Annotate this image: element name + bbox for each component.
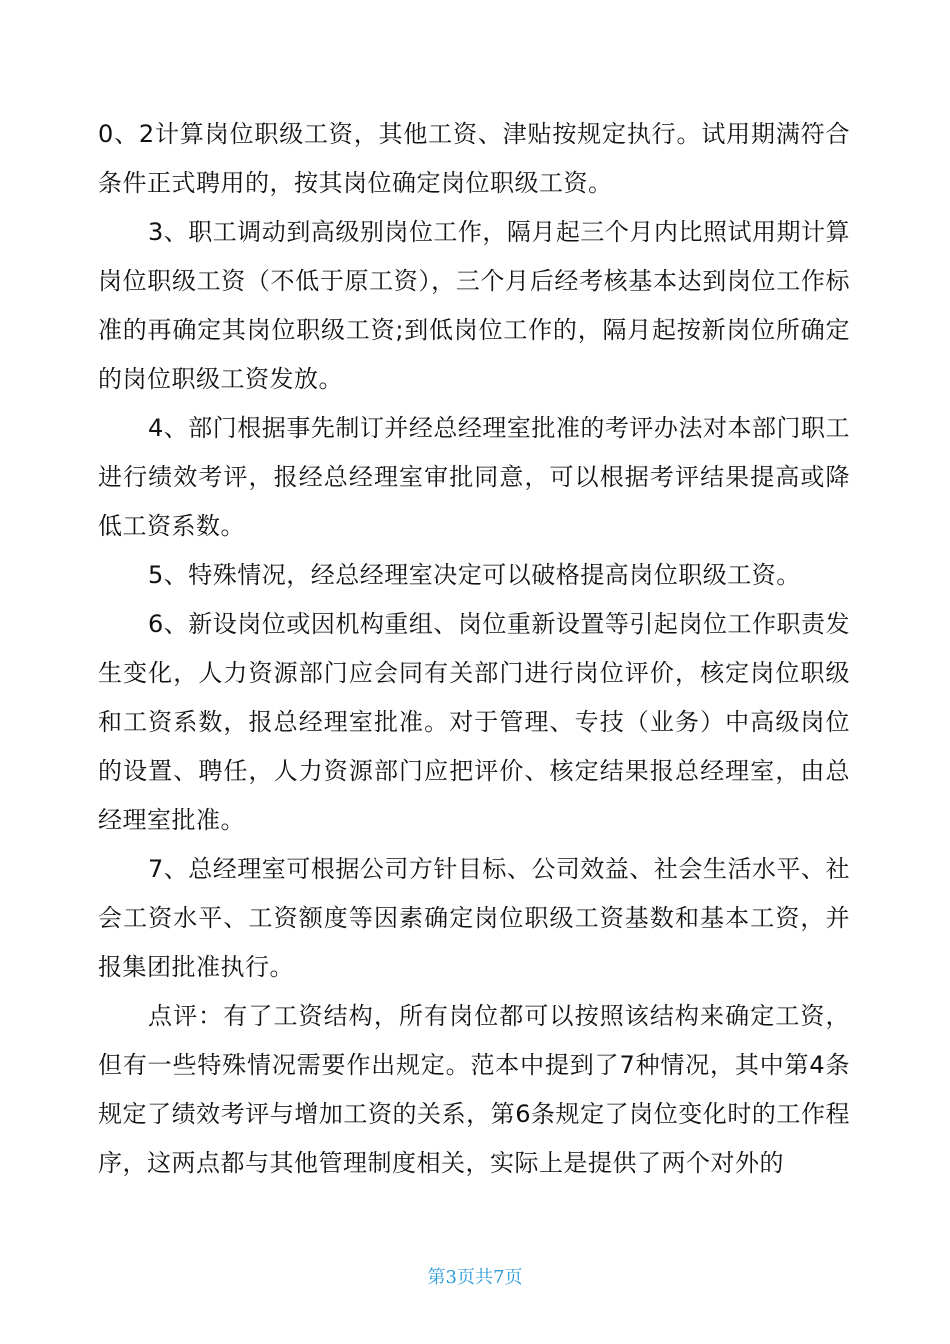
paragraph-item-5: 5、特殊情况，经总经理室决定可以破格提高岗位职级工资。 (148, 561, 801, 589)
paragraph-continued: 0、2计算岗位职级工资，其他工资、津贴按规定执行。试用期满符合条件正式聘用的，按其岗位确定岗位职级工资。 (98, 120, 850, 197)
paragraph-item-3: 3、职工调动到高级别岗位工作，隔月起三个月内比照试用期计算岗位职级工资（不低于原工资），三个月后经考核基本达到岗位工作标准的再确定其岗位职级工资;到低岗位工作的，隔月起按新岗位所确定的岗位职级工资发放。 (98, 218, 850, 393)
paragraph-commentary: 点评：有了工资结构，所有岗位都可以按照该结构来确定工资，但有一些特殊情况需要作出规定。范本中提到了7种情况，其中第4条规定了绩效考评与增加工资的关系，第6条规定了岗位变化时的工作程序，这两点都与其他管理制度相关，实际上是提供了两个对外的 (98, 1002, 850, 1177)
paragraph-item-4: 4、部门根据事先制订并经总经理室批准的考评办法对本部门职工进行绩效考评，报经总经理室审批同意，可以根据考评结果提高或降低工资系数。 (98, 414, 850, 540)
paragraph-item-6: 6、新设岗位或因机构重组、岗位重新设置等引起岗位工作职责发生变化，人力资源部门应会同有关部门进行岗位评价，核定岗位职级和工资系数，报总经理室批准。对于管理、专技（业务）中高级岗位的设置、聘任，人力资源部门应把评价、核定结果报总经理室，由总经理室批准。 (98, 610, 850, 834)
paragraph-item-7: 7、总经理室可根据公司方针目标、公司效益、社会生活水平、社会工资水平、工资额度等因素确定岗位职级工资基数和基本工资，并报集团批准执行。 (98, 855, 850, 981)
page-footer: 第3页共7页 (427, 1267, 523, 1288)
document-body (98, 110, 850, 1188)
